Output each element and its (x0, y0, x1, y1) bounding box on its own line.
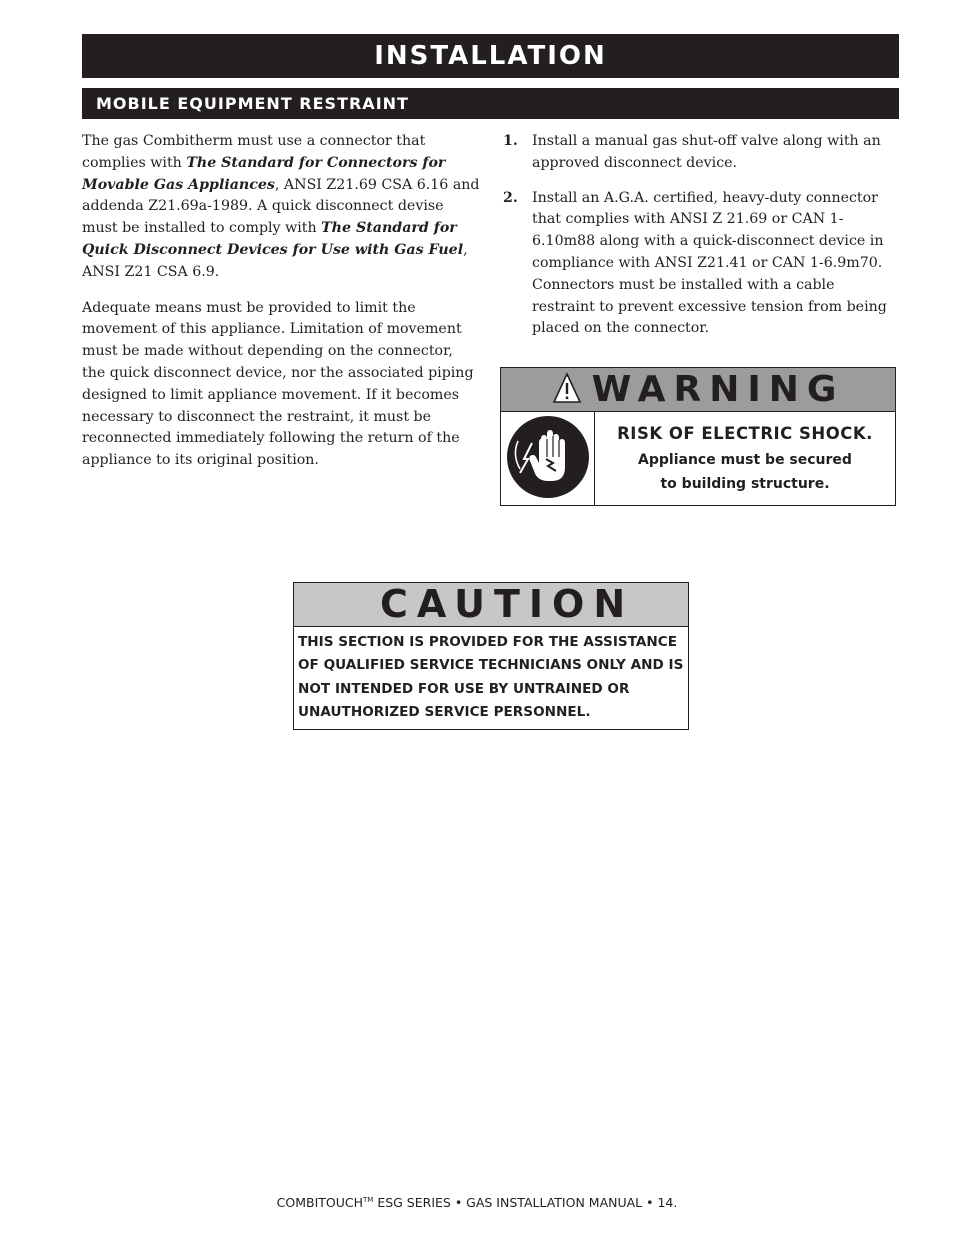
standard-title-connectors: The Standard for Connectors for Movable Gas Appliances (82, 154, 446, 193)
page-footer (0, 1195, 954, 1210)
electric-shock-hand-icon (506, 415, 590, 503)
caution-message: THIS SECTION IS PROVIDED FOR THE ASSISTANCE OF QUALIFIED SERVICE TECHNICIANS ONLY AND IS NOT INTENDED FOR USE BY UNTRAINED OR UNAUTHORIZED SERVICE PERSONNEL. (298, 634, 684, 720)
warning-icon-cell (501, 412, 595, 506)
standard-title-quick-disconnect: The Standard for Quick Disconnect Devices for Use with Gas Fuel (82, 220, 464, 258)
step-number: 1. (503, 133, 518, 149)
warning-text (595, 412, 895, 506)
warning-risk-label: RISK OF ELECTRIC SHOCK. (617, 424, 873, 443)
p1-text-e: , ANSI Z21 CSA 6.9. (82, 241, 468, 280)
step-text: Install an A.G.A. certified, heavy-duty connector that complies with ANSI Z 21.69 or CAN 1-6.10m88 along with a quick-disconnect device in compliance with ANSI Z21.41 or CAN 1-6.9m70. Connectors must be installed with a cable restraint to prevent excessive tension from being placed on the connector. (532, 189, 887, 337)
section-heading: MOBILE EQUIPMENT RESTRAINT (82, 88, 899, 119)
warning-header (501, 368, 895, 412)
caution-title: CAUTION (294, 583, 688, 627)
left-column (82, 131, 480, 486)
instruction-steps (503, 131, 899, 353)
paragraph-restraint: Adequate means must be provided to limit the movement of this appliance. Limitation of movement must be made without depending on the connector, the quick disconnect device, nor the associated piping designed to limit appliance movement. If it becomes necessary to disconnect the restraint, it must be reconnected immediately following the return of the appliance to its original position. (82, 299, 474, 469)
warning-message (595, 448, 895, 496)
step-text: Install a manual gas shut-off valve along with an approved disconnect device. (532, 133, 881, 171)
trademark-mark: TM (363, 1195, 374, 1204)
warning-triangle-icon (552, 372, 582, 408)
p1-text-a: The gas Combitherm must use a connector that complies with (82, 133, 426, 171)
step-2 (503, 188, 899, 341)
step-number: 2. (503, 189, 518, 206)
page-banner-installation: INSTALLATION (82, 34, 899, 78)
warning-box (500, 367, 896, 506)
footer-brand: COMBITOUCH (276, 1195, 364, 1210)
warning-message-line-2: to building structure. (660, 476, 830, 492)
step-1 (503, 131, 899, 175)
warning-body (501, 412, 895, 506)
p1-text-c: , ANSI Z21.69 CSA 6.16 and addenda Z21.69a-1989. A quick disconnect devise must be installed to comply with (82, 176, 480, 237)
warning-message-line-1: Appliance must be secured (638, 452, 852, 468)
warning-title: WARNING (591, 369, 845, 410)
caution-box (293, 582, 689, 730)
paragraph-connector-standard (82, 131, 480, 284)
footer-manual-title: ESG SERIES • GAS INSTALLATION MANUAL • 14. (373, 1195, 678, 1210)
